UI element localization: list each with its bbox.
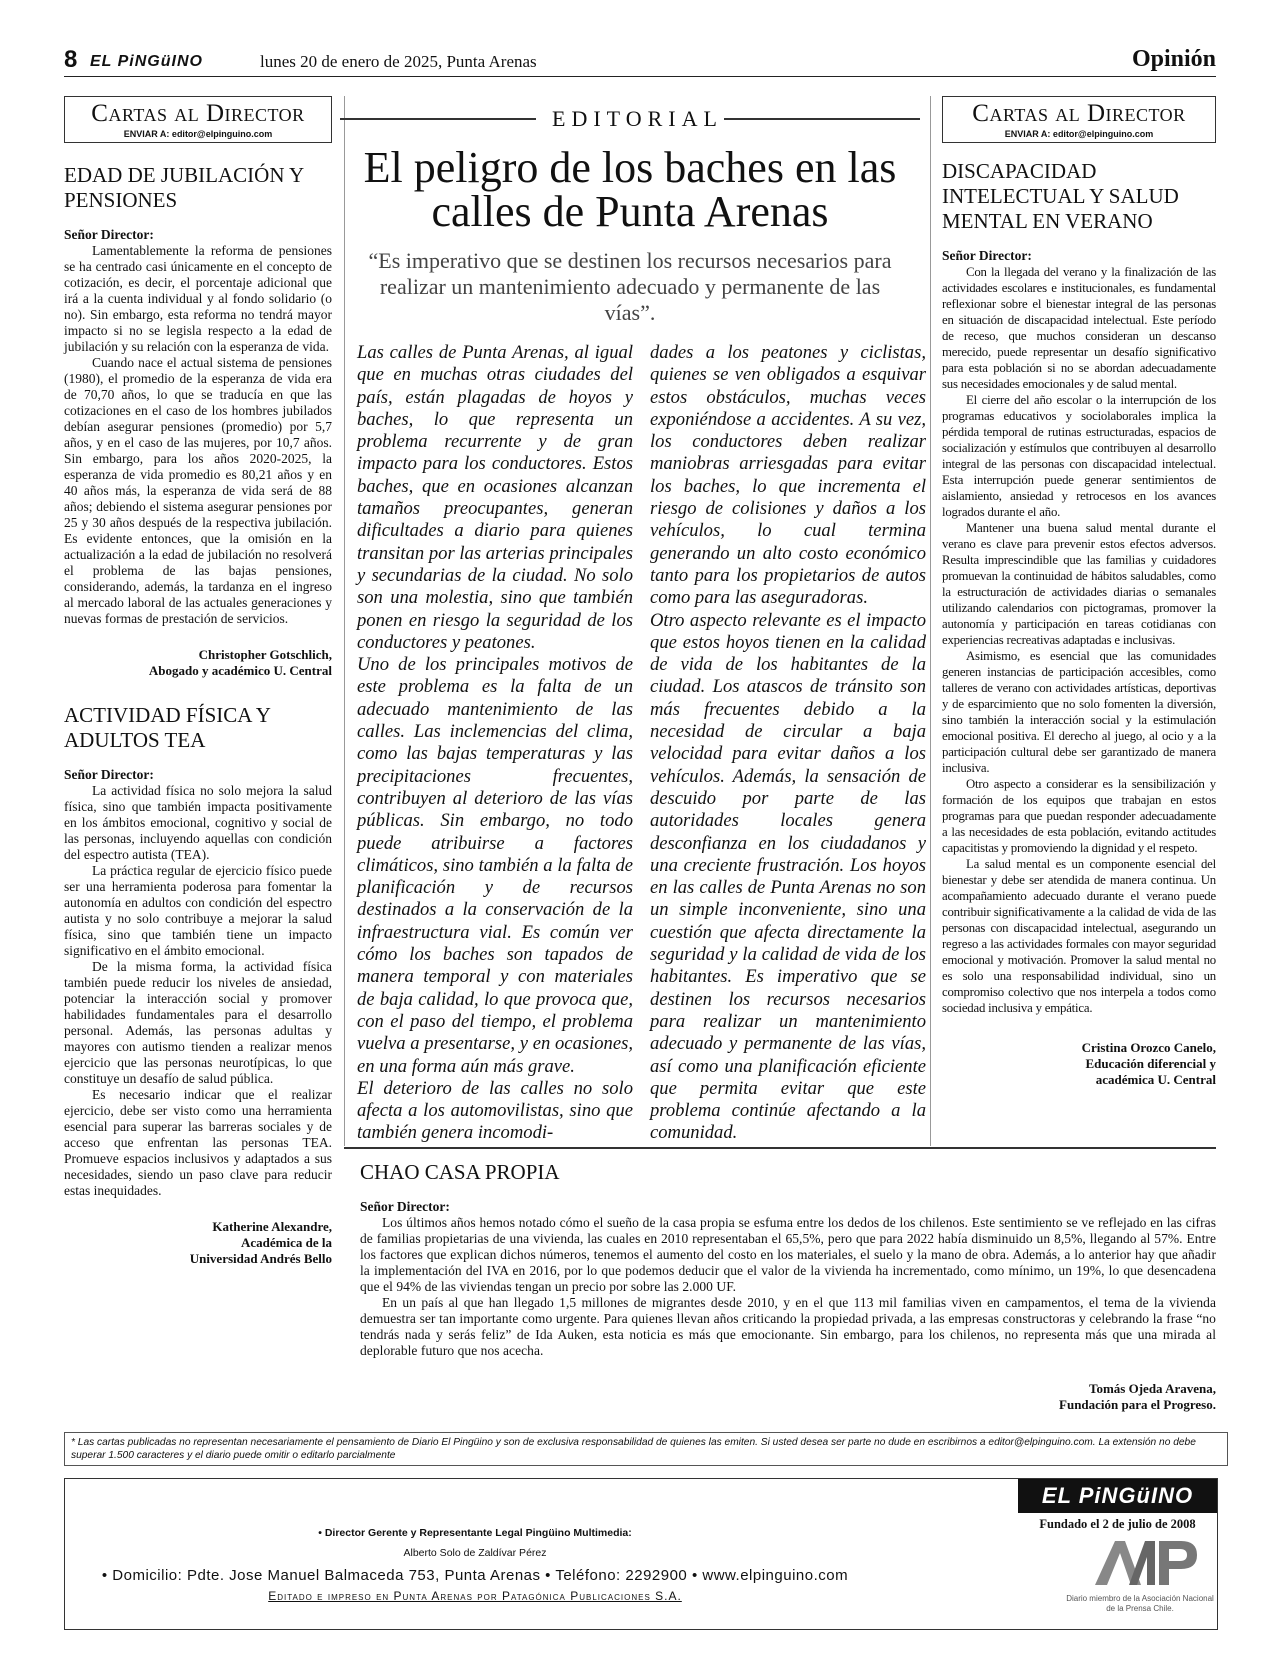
letter-body: [360, 1215, 1216, 1359]
paragraph: Uno de los principales motivos de este problema es la falta de un adecuado mantenimiento de las calles. Las inclemencias del clima, como las bajas temperaturas y las precipitaciones frecuentes, contribuyen al deterioro de las vías públicas. Sin embargo, no todo puede atribuirse a factores climáticos, sino también a la falta de planificación y de recursos destinados a la conservación de la infraestructura vial. Es común ver cómo los baches son tapados de manera temporal y con materiales de baja calidad, lo que provoca que, con el paso del tiempo, el problema vuelva a presentarse, y en ocasiones, en una forma aún más grave.: [357, 654, 633, 1077]
column-divider: [930, 96, 931, 1146]
masthead-footer: [64, 1478, 1218, 1630]
paragraph: Mantener una buena salud mental durante el verano es clave para prevenir estos efectos adversos. Resulta imprescindible que las familias y cuidadores promuevan la continuidad de hábitos saludables, como la estructuración de actividades diarias o semanales utilizando calendarios con pictogramas, promover la autonomía y participación en tareas cotidianas con experiencias recreativas adaptadas e inclusivas.: [942, 521, 1216, 647]
signature-line: Fundación para el Progreso.: [1059, 1397, 1216, 1412]
letter-headline: EDAD DE JUBILACIÓN Y PENSIONES: [64, 163, 304, 212]
signature-line: Universidad Andrés Bello: [189, 1251, 332, 1266]
editorial-column-2: [650, 342, 926, 1145]
letter-signature: [64, 1219, 332, 1267]
brand-name: EL PiNGüINO: [90, 53, 203, 70]
editorial-label-bar: [340, 98, 920, 138]
letters-box-email: ENVIAR A: editor@elpinguino.com: [123, 129, 273, 139]
paragraph: El deterioro de las calles no solo afecta a los automovilistas, sino que también genera incomodi-: [357, 1077, 633, 1144]
paragraph: Cuando nace el actual sistema de pensiones (1980), el promedio de la esperanza de vida era de 70,70 años, lo que se traducía en que las cotizaciones en el caso de los hombres jubilados debían asegurar pensiones (promedio) por 5,7 años, y en el caso de las mujeres, por 10,7 años. Sin embargo, para los años 2020-2025, la esperanza de vida promedio es 80,21 años y en 40 años más, la esperanza de vida será de 88 años; debiendo el sistema asegurar pensiones por 25 y 30 años después de la respectiva jubilación. Es evidente entonces, que la omisión en la actualización a la edad de jubilación no resolverá el problema de las bajas pensiones, considerando, además, la tardanza en el ingreso al mercado laboral de las actuales generaciones y nuevas formas de prestación de servicios.: [64, 355, 332, 626]
left-column: [64, 96, 332, 1267]
letter-salutation: Señor Director:: [64, 767, 154, 782]
letter-headline: ACTIVIDAD FÍSICA Y ADULTOS TEA: [64, 703, 271, 752]
director-name: Alberto Solo de Zaldívar Pérez: [403, 1547, 547, 1559]
letter-salutation: Señor Director:: [360, 1199, 450, 1214]
column-divider: [344, 96, 345, 1146]
letter-signature: [64, 647, 332, 679]
letters-box: [942, 96, 1216, 143]
signature-line: Educación diferencial y: [1085, 1056, 1216, 1071]
rule: [724, 118, 920, 120]
letter-body: [64, 243, 332, 627]
signature-line: Académica de la: [241, 1235, 332, 1250]
brand-logo: EL PiNGüINO: [1018, 1479, 1217, 1513]
letter-headline: DISCAPACIDAD INTELECTUAL Y SALUD MENTAL EN VERANO: [942, 159, 1179, 233]
paragraph: Con la llegada del verano y la finalización de las actividades escolares e institucionales, es fundamental reflexionar sobre el bienestar integral de las personas en situación de discapacidad intelectual. Este período de receso, que muchos consideran un descanso merecido, puede representar un desafío significativo para esta población si no se abordan adecuadamente sus necesidades emocionales y de salud mental.: [942, 265, 1216, 391]
anp-caption: Diario miembro de la Asociación Nacional de la Prensa Chile.: [1066, 1594, 1214, 1613]
paragraph: De la misma forma, la actividad física también puede reducir los niveles de ansiedad, potenciar la interacción social y promover habilidades fundamentales para el desarrollo personal. Además, las personas adultas y mayores con autismo tienden a realizar menos ejercicio que las personas neurotípicas, lo que constituye un desafío de salud pública.: [64, 959, 332, 1086]
printed-line: Editado e impreso en Punta Arenas por Patagónica Publicaciones S.A.: [268, 1589, 682, 1603]
director-label: • Director Gerente y Representante Legal Pingüino Multimedia:: [318, 1527, 632, 1539]
letter-signature: [360, 1381, 1216, 1413]
signature-line: Abogado y académico U. Central: [148, 663, 332, 678]
paragraph: dades a los peatones y ciclistas, quienes se ven obligados a esquivar estos obstáculos, muchas veces exponiéndose a accidentes. A su vez, los conductores deben realizar maniobras arriesgadas para evitar los baches, lo que incrementa el riesgo de colisiones y daños a los vehículos, lo cual termina generando un alto costo económico tanto para los propietarios de autos como para las aseguradoras.: [650, 342, 926, 609]
page-number: 8: [64, 46, 78, 73]
letters-box-title: Cartas al Director: [972, 100, 1186, 127]
signature-line: académica U. Central: [1095, 1072, 1216, 1087]
founded-date: Fundado el 2 de julio de 2008: [1039, 1517, 1196, 1531]
editorial-pull-quote: “Es imperativo que se destinen los recursos necesarios para realizar un mantenimiento adecuado y permanente de las vías”.: [368, 248, 892, 325]
signature-line: Cristina Orozco Canelo,: [1081, 1040, 1216, 1055]
paragraph: Otro aspecto a considerar es la sensibilización y formación de los equipos que trabajan en estos programas para que puedan responder adecuadamente a las necesidades de esta población, evitando actitudes capacitistas y promoviendo la dignidad y el respeto.: [942, 777, 1216, 855]
rule: [344, 1147, 1216, 1149]
letters-box-email: ENVIAR A: editor@elpinguino.com: [1004, 129, 1154, 139]
editorial-column-1: [357, 342, 633, 1145]
bottom-letter: [360, 1160, 1216, 1413]
letter-body: [942, 264, 1216, 1016]
paragraph: En un país al que han llegado 1,5 millones de migrantes desde 2010, y en el que 113 mil familias viven en campamentos, el tema de la vivienda demuestra ser tan importante como urgente. Para quienes llevan años criticando la propiedad privada, a las empresas constructoras y celebrando la frase “no tendrás nada y serás feliz” de Ida Auken, esta noticia es más que emocionante. Sin embargo, para los chilenos, no representa más que una mirada al deplorable futuro que nos acecha.: [360, 1295, 1216, 1358]
editorial-title: El peligro de los baches en las calles de Punta Arenas: [363, 143, 897, 236]
anp-logo-icon: [1085, 1537, 1215, 1587]
signature-line: Christopher Gotschlich,: [198, 647, 332, 662]
paragraph: La actividad física no solo mejora la salud física, sino que también impacta positivamente en los ámbitos emocional, cognitivo y social de las personas, incluyendo aquellas con condición del espectro autista (TEA).: [64, 783, 332, 862]
paragraph: Las calles de Punta Arenas, al igual que en muchas otras ciudades del país, están plagadas de hoyos y baches, lo que representa un problema recurrente y de gran impacto para los conductores. Estos baches, que en ocasiones alcanzan tamaños preocupantes, generan dificultades a diario para quienes transitan por las arterias principales y secundarias de la ciudad. No solo son una molestia, sino que también ponen en riesgo la seguridad de los conductores y peatones.: [357, 342, 633, 653]
section-title: Opinión: [1131, 46, 1216, 72]
letters-box: [64, 96, 332, 143]
right-column: [942, 96, 1216, 1088]
letter-salutation: Señor Director:: [942, 248, 1032, 263]
issue-date: lunes 20 de enero de 2025, Punta Arenas: [260, 52, 537, 71]
paragraph: El cierre del año escolar o la interrupción de los programas educativos y sociolaborales implica la pérdida temporal de rutinas estructuradas, espacios de socialización y estímulos que contribuyen al desarrollo integral de las personas con discapacidad intelectual. Esta interrupción puede generar sentimientos de aislamiento, ansiedad y retrocesos en los avances logrados durante el año.: [942, 393, 1216, 519]
rule: [340, 118, 536, 120]
address-line: • Domicilio: Pdte. Jose Manuel Balmaceda 753, Punta Arenas • Teléfono: 2292900 • www.elpinguino.com: [101, 1567, 849, 1584]
paragraph: Es necesario indicar que el realizar ejercicio, debe ser visto como una herramienta esencial para superar las barreras sociales y de acceso que enfrentan las personas TEA. Promueve espacios inclusivos y adaptados a sus necesidades, siendo un paso clave para reducir estas inequidades.: [64, 1087, 332, 1198]
letter-signature: [942, 1040, 1216, 1088]
letter-body: [64, 783, 332, 1199]
paragraph: Lamentablemente la reforma de pensiones se ha centrado casi únicamente en el concepto de cotización, es decir, el porcentaje adicional que irá a la cuenta individual y al fondo solidario (o no). Sin embargo, esta reforma no tendrá mayor impacto si no se legisla respecto a la edad de jubilación y su relación con la esperanza de vida.: [64, 243, 332, 354]
page-header: [64, 48, 1216, 77]
paragraph: La salud mental es un componente esencial del bienestar y debe ser atendida de manera continua. Un acompañamiento adecuado durante el verano puede contribuir significativamente a la calidad de vida de las personas con discapacidad intelectual, asegurando un regreso a las actividades formales con mayor seguridad emocional y motivación. Promover la salud mental no es solo una responsabilidad individual, sino un compromiso colectivo que nos interpela a todos como sociedad inclusiva y empática.: [942, 857, 1216, 1015]
letter-headline: CHAO CASA PROPIA: [360, 1160, 560, 1184]
paragraph: La práctica regular de ejercicio físico puede ser una herramienta poderosa para fomentar la autonomía en adultos con condición del espectro autista y no solo contribuye a mejorar la salud física, sino que también tiene un impacto significativo en el ámbito emocional.: [64, 863, 332, 958]
letters-box-title: Cartas al Director: [91, 100, 305, 127]
paragraph: Otro aspecto relevante es el impacto que estos hoyos tienen en la calidad de vida de los habitantes de la ciudad. Los atascos de tránsito son más frecuentes debido a la necesidad de circular a baja velocidad para evitar daños a los vehículos. Además, la sensación de descuido por parte de las autoridades locales genera desconfianza en los ciudadanos y una creciente frustración. Los hoyos en las calles de Punta Arenas no son un simple inconveniente, sino una cuestión que afecta directamente la seguridad y la calidad de vida de los habitantes. Es imperativo que se destinen los recursos necesarios para realizar un mantenimiento adecuado y permanente de las vías, así como una planificación eficiente que permita evitar que este problema continúe afectando a la comunidad.: [650, 609, 926, 1144]
paragraph: Asimismo, es esencial que las comunidades generen instancias de participación accesibles, como talleres de verano con actividades artísticas, deportivas y de esparcimiento que no solo fomenten la diversión, sino también la interacción social y la estimulación emocional positiva. El derecho al juego, al ocio y a la participación cultural debe ser garantizado de manera inclusiva.: [942, 649, 1216, 775]
signature-line: Tomás Ojeda Aravena,: [1089, 1381, 1216, 1396]
letter-salutation: Señor Director:: [64, 227, 154, 242]
paragraph: Los últimos años hemos notado cómo el sueño de la casa propia se esfuma entre los dedos de los chilenos. Este sentimiento se ve reflejado en las cifras de familias propietarias de una vivienda, las cuales en 2010 representaban el 65,5%, pero que para 2022 había disminuido un 8,5%, llegando al 57%. Entre los factores que explican dichos números, tenemos el aumento del costo en los materiales, el suelo y la mano de obra. Además, a lo anterior hay que añadir la implementación del IVA en 2016, por lo que podemos deducir que el valor de la vivienda ha incrementado, como mínimo, un 19%, lo que desencadena que el 94% de las viviendas tengan un precio por sobre las 2.000 UF.: [360, 1215, 1216, 1294]
editorial-label: EDITORIAL: [552, 106, 723, 131]
disclaimer: * Las cartas publicadas no representan necesariamente el pensamiento de Diario El Pingüino y son de exclusiva responsabilidad de quienes las emiten. Si usted desea ser parte no dude en escribirnos a editor@elpinguino.com. La extensión no debe superar 1.500 caracteres y el diario puede omitir o editarlo parcialmente: [64, 1432, 1228, 1466]
signature-line: Katherine Alexandre,: [212, 1219, 332, 1234]
